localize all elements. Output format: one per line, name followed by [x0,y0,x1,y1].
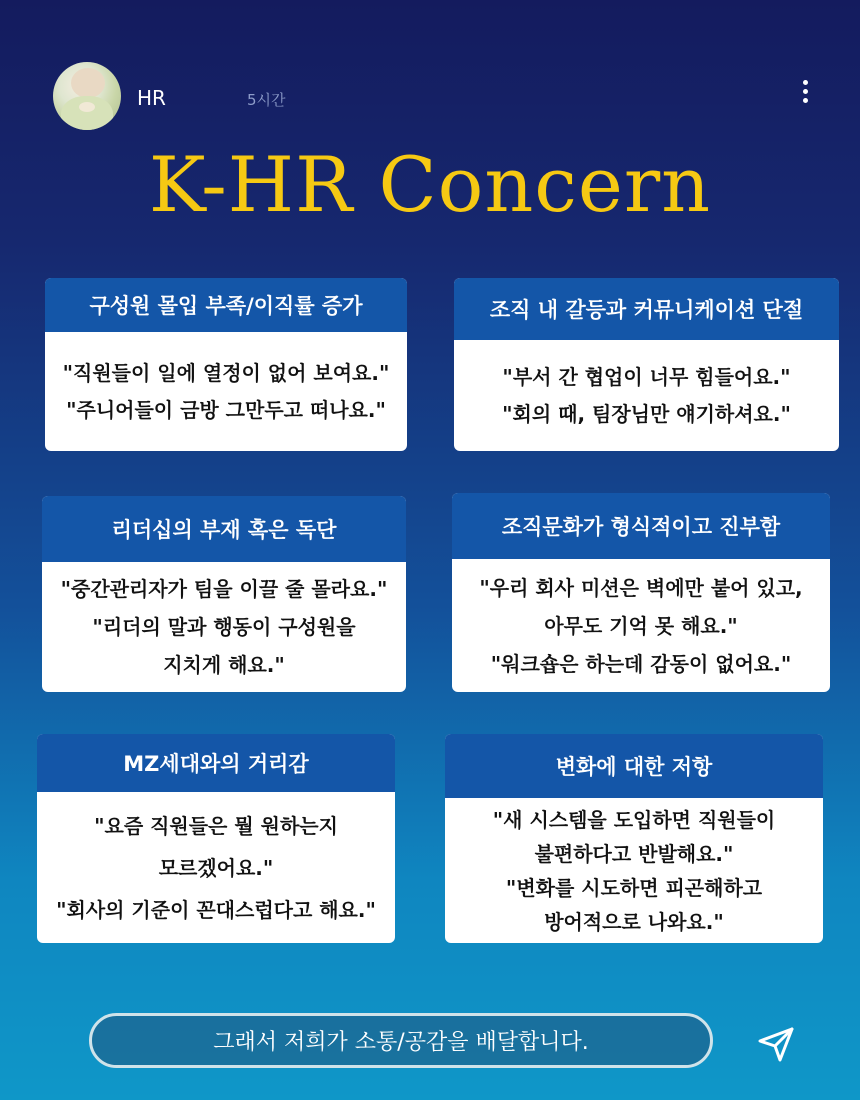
post-time: 5시간 [247,91,286,109]
card-line: "중간관리자가 팀을 이끌 줄 몰라요." [60,577,388,601]
card-line: "회의 때, 팀장님만 얘기하셔요." [502,401,791,426]
card-title: MZ세대와의 거리감 [37,734,395,792]
card-line: "새 시스템을 도입하면 직원들이 [492,807,776,832]
card-title: 구성원 몰입 부족/이직률 증가 [45,278,407,332]
card-body [452,559,830,692]
concern-card-mz-generation [37,734,395,943]
concern-card-communication [454,278,839,451]
concern-card-culture [452,493,830,692]
card-line: 모르겠어요." [158,855,274,880]
username[interactable]: HR [137,86,166,110]
card-title: 변화에 대한 저항 [445,734,823,798]
card-line: 아무도 기억 못 해요." [544,613,738,638]
page-title: K-HR Concern [148,140,712,229]
card-line: "워크숍은 하는데 감동이 없어요." [490,651,792,676]
card-body [454,340,839,451]
avatar-detail [79,102,95,112]
card-line: 불편하다고 반발해요." [534,841,734,866]
card-line: "직원들이 일에 열정이 없어 보여요." [62,360,390,385]
card-body [445,798,823,943]
more-vertical-icon[interactable] [792,80,818,110]
card-line: 지치게 해요." [163,653,285,677]
card-line: "요즘 직원들은 뭘 원하는지 [94,813,338,838]
card-line: 방어적으로 나와요." [544,909,724,934]
card-title: 조직문화가 형식적이고 진부함 [452,493,830,559]
avatar[interactable] [53,62,121,130]
concern-card-leadership [42,496,406,692]
card-line: "부서 간 협업이 너무 힘들어요." [502,364,791,389]
card-line: "변화를 시도하면 피곤해하고 [505,875,763,900]
card-body [37,792,395,943]
concern-card-change-resistance [445,734,823,943]
avatar-face [71,68,105,98]
card-title: 리더십의 부재 혹은 독단 [42,496,406,562]
card-body [45,332,407,451]
card-line: "우리 회사 미션은 벽에만 붙어 있고, [479,575,803,600]
message-input[interactable]: 그래서 저희가 소통/공감을 배달합니다. [89,1013,713,1068]
card-title: 조직 내 갈등과 커뮤니케이션 단절 [454,278,839,340]
card-line: "회사의 기준이 꼰대스럽다고 해요." [56,897,376,922]
card-body [42,562,406,692]
send-icon[interactable] [756,1024,796,1064]
card-line: "주니어들이 금방 그만두고 떠나요." [66,397,386,422]
card-line: "리더의 말과 행동이 구성원을 [92,615,356,639]
concern-card-engagement [45,278,407,451]
